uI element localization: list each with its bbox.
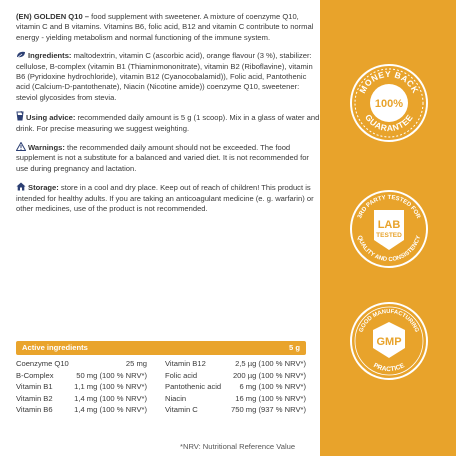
ingredient-name: Vitamin C: [165, 405, 198, 415]
ingredient-amount: 750 mg (937 % NRV*): [231, 405, 306, 415]
ingredients-section: [16, 51, 320, 103]
table-row: [16, 381, 161, 393]
warnings-section: [16, 142, 320, 174]
warning-icon: [16, 142, 26, 151]
advice-section: [16, 111, 320, 134]
svg-text:PRACTICE: [372, 362, 406, 373]
money-back-top-text: MONEY BACK: [357, 68, 421, 95]
gmp-top-text: GOOD MANUFACTURING: [358, 308, 420, 334]
active-ingredients-table: [16, 341, 306, 416]
table-left-column: [16, 358, 161, 416]
lab-center-text: LAB: [377, 219, 401, 231]
lab-top-text: 3RD PARTY TESTED FOR: [357, 194, 421, 220]
table-header-amount: 5 g: [289, 343, 300, 352]
ingredient-name: Folic acid: [165, 370, 198, 380]
ingredient-amount: 1,4 mg (100 % NRV*): [74, 405, 147, 415]
money-back-badge: [348, 62, 430, 144]
table-header-label: Active ingredients: [22, 343, 88, 352]
ingredient-amount: 1,1 mg (100 % NRV*): [74, 382, 147, 392]
warnings-title: Warnings:: [28, 143, 65, 153]
advice-text: recommended daily amount is 5 g (1 scoop). Mix in a glass of water and drink. For precise measuring we suggest weighting.: [16, 113, 320, 133]
ingredient-amount: 1,4 mg (100 % NRV*): [74, 393, 147, 403]
money-back-bottom-text: GUARANTEE: [363, 112, 415, 134]
storage-section: [16, 182, 320, 214]
lab-bottom-text: QUALITY AND CONSISTENCY: [355, 235, 423, 264]
intro-paragraph: [16, 12, 320, 43]
table-row: [161, 358, 306, 370]
ingredient-name: Pantothenic acid: [165, 382, 222, 392]
ingredients-title: Ingredients:: [28, 51, 72, 61]
gmp-center-text: GMP: [376, 336, 402, 348]
leaf-icon: [16, 51, 26, 59]
table-row: [16, 358, 161, 370]
warnings-text: the recommended daily amount should not be exceeded. The food supplement is not a substitute for a balanced and varied diet. It is not recommended for use during pregnancy and lactation.: [16, 143, 309, 173]
tested-center-text: TESTED: [376, 232, 402, 239]
ingredient-amount: 25 mg: [125, 359, 147, 368]
ingredient-name: Vitamin B1: [16, 382, 53, 392]
table-row: [161, 370, 306, 382]
table-right-column: [161, 358, 306, 416]
ingredient-amount: 50 mg (100 % NRV*): [76, 370, 147, 380]
ingredients-text: maltodextrin, vitamin C (ascorbic acid), orange flavour (3 %), stabilizer: cellulose, B-complex (vitamin B1 (Thiaminmononitrate), vitamin B2 (Riboflavine), vitamin B6 (Pyridoxine hydrochloride), vitamin B12 (Cyanocobalamid)), Folic acid, Pantothenic acid (Calcium-D-pantothenate), Niacin (Nicotine amide)) coenzyme Q10, sweetener: steviol glycosides from stevia.: [16, 51, 313, 102]
table-row: [161, 393, 306, 405]
table-row: [161, 404, 306, 416]
ingredient-name: Niacin: [165, 393, 187, 403]
table-header: [16, 341, 306, 355]
storage-title: Storage:: [28, 183, 59, 193]
table-row: [16, 404, 161, 416]
table-row: [16, 393, 161, 405]
table-row: [16, 370, 161, 382]
ingredient-name: Vitamin B6: [16, 405, 53, 415]
gmp-bottom-text: PRACTICE: [372, 362, 406, 374]
ingredient-amount: 200 µg (100 % NRV*): [232, 370, 306, 380]
storage-text: store in a cool and dry place. Keep out of reach of children! This product is intended for healthy adults. If you are taking an anticoagulant medicine (e. g. warfarin) or other medicines, use of the product is not recommended.: [16, 183, 314, 214]
house-icon: [16, 182, 26, 191]
ingredient-amount: 2,5 µg (100 % NRV*): [235, 359, 306, 368]
ingredient-name: Vitamin B12: [165, 359, 206, 368]
lab-tested-badge: [348, 188, 430, 270]
ingredient-name: B-Complex: [16, 370, 54, 380]
nrv-footnote: *NRV: Nutritional Reference Value: [180, 442, 296, 451]
ingredient-name: Vitamin B2: [16, 393, 53, 403]
product-name: (EN) GOLDEN Q10 –: [16, 12, 89, 21]
label-text: [16, 12, 320, 223]
glass-icon: [16, 111, 24, 121]
ingredient-name: Coenzyme Q10: [16, 359, 69, 368]
intro-text: food supplement with sweetener. A mixture of coenzyme Q10, vitamin C and B vitamins. Vitamins B6, folic acid, B12 and vitamin C contribute to normal energy - yielding metabolism and normal functioning of the immune system.: [16, 12, 314, 42]
ingredient-amount: 6 mg (100 % NRV*): [239, 382, 306, 392]
advice-title: Using advice:: [26, 113, 76, 123]
money-back-center-text: 100%: [374, 98, 404, 110]
ingredient-amount: 16 mg (100 % NRV*): [235, 393, 306, 403]
gmp-badge: [348, 300, 430, 382]
table-row: [161, 381, 306, 393]
